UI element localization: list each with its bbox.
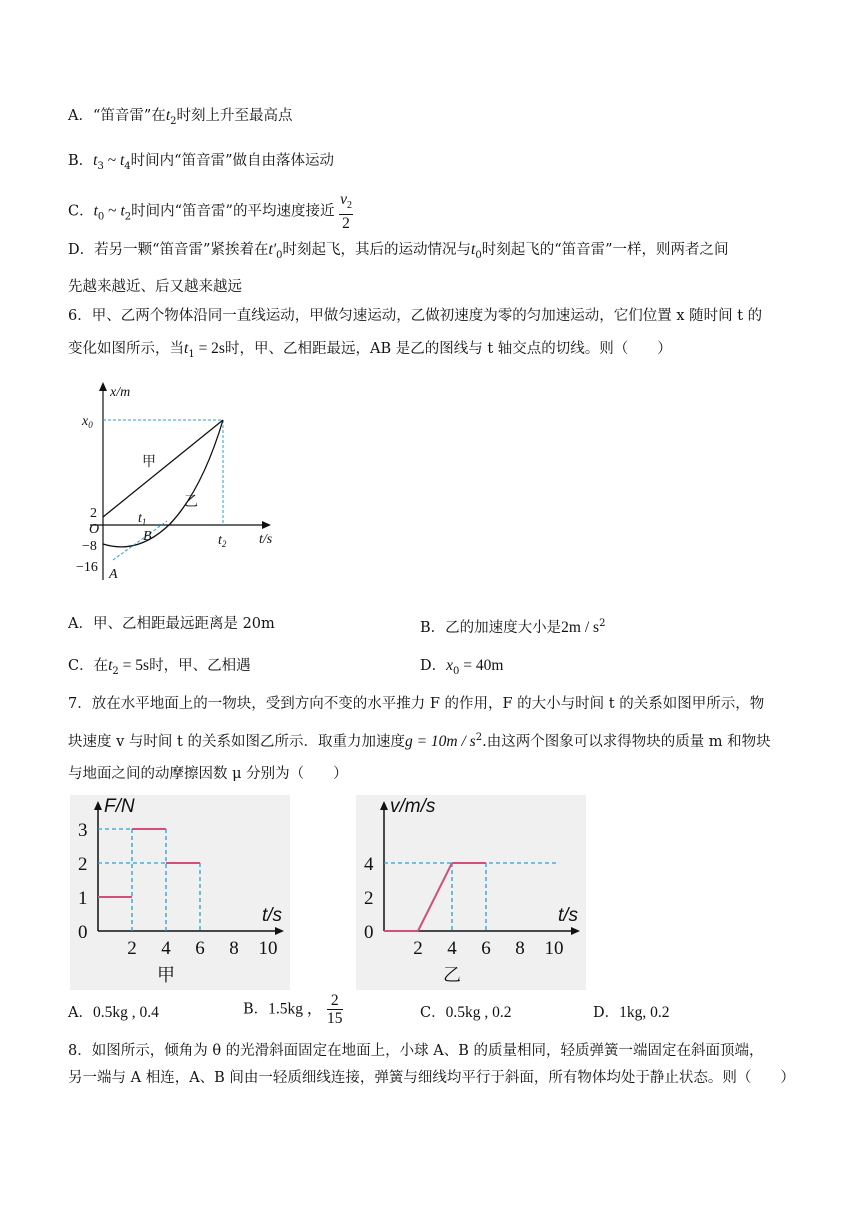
chart-caption: 乙 <box>443 965 461 986</box>
force-time-chart <box>70 795 290 990</box>
q7-option-c[interactable]: C．0.5kg , 0.2 <box>420 1004 512 1021</box>
x-axis-arrow <box>262 521 271 529</box>
y-axis-arrow <box>99 382 107 391</box>
tick-minus8: −8 <box>82 539 97 554</box>
y-tick-label: 2 <box>78 854 88 875</box>
q6-stem-line2: 变化如图所示，当$t_1 = 2s$时，甲、乙相距最远，AB 是乙的图线与 t 轴交点的切线。则（ ） <box>68 340 672 360</box>
q6-option-b[interactable]: B．乙的加速度大小是$2m / s^2$ <box>420 618 606 636</box>
q5-option-d-line2: 先越来越近、后又越来越远 <box>68 279 242 295</box>
point-A-label: A <box>109 567 118 582</box>
x-axis-label: t/s <box>262 905 283 926</box>
q8-stem-line1: 8．如图所示，倾角为 θ 的光滑斜面固定在地面上，小球 A、B 的质量相同，轻质弹簧一端固定在斜面顶端， <box>68 1043 764 1059</box>
chart-caption: 甲 <box>157 965 175 986</box>
y-tick-label: 0 <box>78 922 88 943</box>
q6-option-a[interactable]: A．甲、乙相距最远距离是 20m <box>68 616 275 632</box>
q6-stem-line1: 6．甲、乙两个物体沿同一直线运动，甲做匀速运动，乙做初速度为零的匀加速运动，它们位置 x 随时间 t 的 <box>68 308 763 324</box>
chart-background <box>70 795 290 990</box>
velocity-time-chart <box>356 795 586 990</box>
origin-label: O <box>89 522 100 537</box>
t1-label: $t_1$ <box>138 511 147 527</box>
x-axis-label: t/s <box>558 905 579 926</box>
t2-label: $t_2$ <box>218 533 227 549</box>
label-yi: 乙 <box>184 495 198 510</box>
x-tick-label: 6 <box>195 938 205 959</box>
label-jia: 甲 <box>142 455 156 470</box>
x-tick-label: 8 <box>515 938 525 959</box>
tick-minus16: −16 <box>76 560 98 575</box>
x-t-graph <box>62 380 282 600</box>
q8-stem-line2: 另一端与 A 相连，A、B 间由一轻质细线连接，弹簧与细线均平行于斜面，所有物体均处于静止状态。则（ ） <box>68 1070 795 1086</box>
y-axis-label: x/m <box>110 385 131 400</box>
y-tick-label: 4 <box>364 854 374 875</box>
x-tick-label: 2 <box>413 938 423 959</box>
q7-stem-line3: 与地面之间的动摩擦因数 μ 分别为（ ） <box>68 766 348 782</box>
fraction-2-over-15: $\frac{2}{15}$ <box>327 992 343 1027</box>
x0-label: $x_0$ <box>82 414 93 430</box>
q7-option-b[interactable]: B．1.5kg ， $\frac{2}{15}$ <box>243 992 343 1027</box>
y-tick-label: 3 <box>78 820 88 841</box>
y-tick-label: 1 <box>78 888 88 909</box>
x-tick-label: 6 <box>481 938 491 959</box>
q7-option-a[interactable]: A．0.5kg , 0.4 <box>68 1004 159 1021</box>
q5-option-c[interactable]: C．$t_0$ ~ $t_2$时间内“笛音雷”的平均速度接近 $\frac{v_2}{2}$ <box>68 191 352 233</box>
x-tick-label: 2 <box>127 938 137 959</box>
tangent-AB <box>113 521 167 560</box>
y-axis-label: F/N <box>104 796 135 817</box>
x-tick-label: 10 <box>258 938 278 959</box>
q5-option-a[interactable]: A．“笛音雷”在$t_2$时刻上升至最高点 <box>68 107 293 127</box>
x-tick-label: 10 <box>544 938 564 959</box>
q7-stem-line1: 7．放在水平地面上的一物块，受到方向不变的水平推力 F 的作用，F 的大小与时间 t 的关系如图甲所示，物 <box>68 696 765 712</box>
tick-2: 2 <box>90 506 97 521</box>
q7-stem-line2: 块速度 v 与时间 t 的关系如图乙所示．取重力加速度$g = 10m / s^2$.由这两个图象可以求得物块的质量 m 和物块 <box>68 732 771 750</box>
point-B-label: B <box>143 529 152 544</box>
q5-option-b[interactable]: B．$t_3$ ~ $t_4$时间内“笛音雷”做自由落体运动 <box>68 152 334 172</box>
q6-option-d[interactable]: D．$x_0 = 40m$ <box>420 657 504 677</box>
q5-option-d[interactable]: D．若另一颗“笛音雷”紧挨着在$t'_0$时刻起飞，其后的运动情况与$t_0$时刻起飞的“笛音雷”一样，则两者之间 <box>68 241 729 261</box>
q7-option-d[interactable]: D．1kg, 0.2 <box>593 1004 670 1021</box>
q6-option-c[interactable]: C．在$t_2 = 5s$时，甲、乙相遇 <box>68 657 251 677</box>
x-axis-label: t/s <box>259 532 273 547</box>
x-tick-label: 4 <box>161 938 171 959</box>
y-tick-label: 2 <box>364 888 374 909</box>
chart-background <box>356 795 586 990</box>
x-tick-label: 8 <box>229 938 239 959</box>
y-tick-label: 0 <box>364 922 374 943</box>
y-axis-label: v/m/s <box>390 796 436 817</box>
curve-yi <box>103 420 223 547</box>
x-tick-label: 4 <box>447 938 457 959</box>
fraction-v2-over-2: $\frac{v_2}{2}$ <box>340 191 352 233</box>
